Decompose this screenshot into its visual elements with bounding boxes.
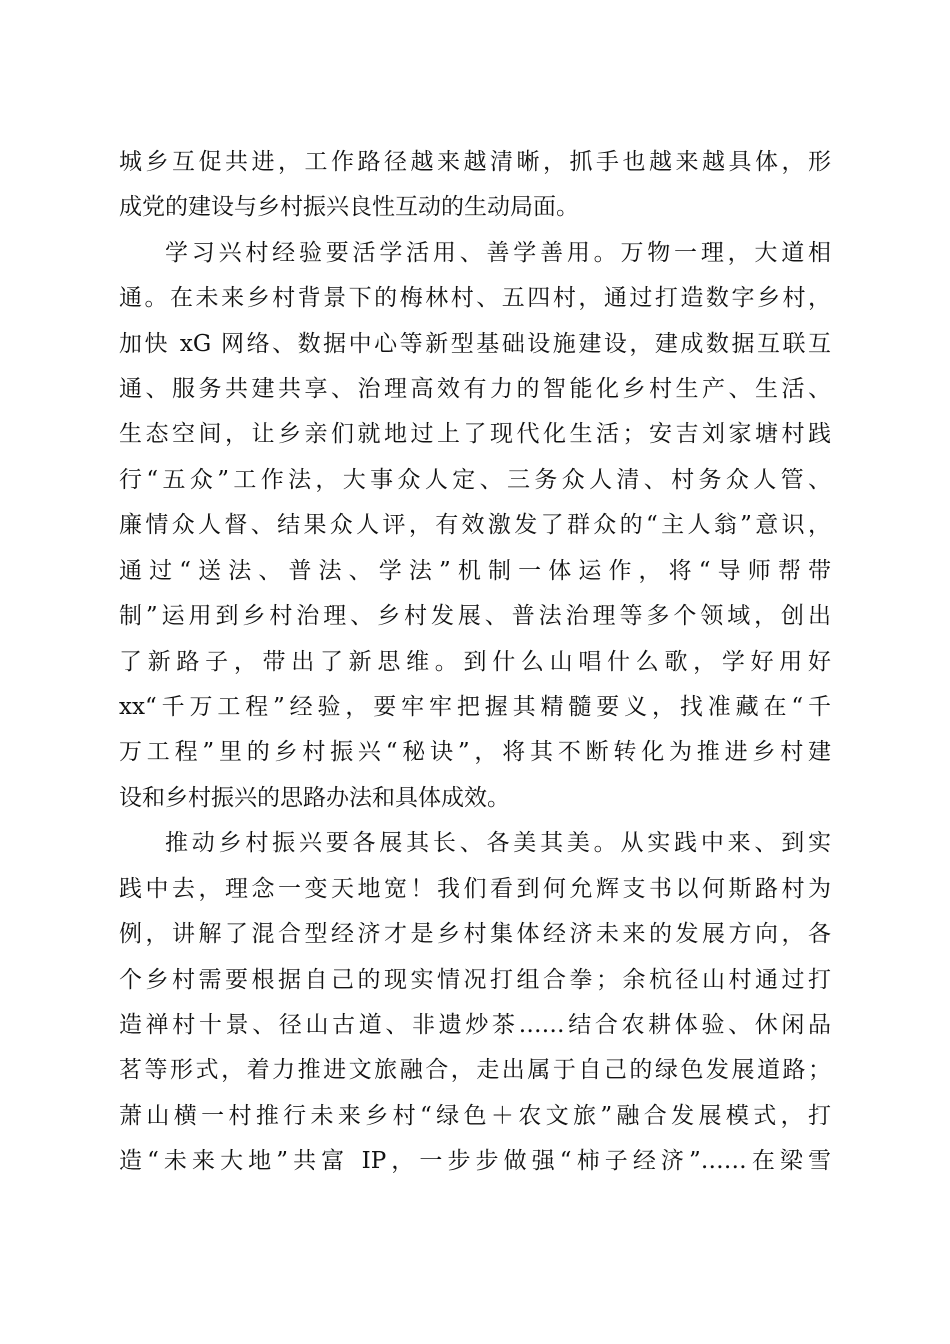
text-line-13: xx“千万工程”经验，要牢牢把握其精髓要义，找准藏在“千 bbox=[119, 694, 831, 720]
text-line-21: 茗等形式，着力推进文旅融合，走出属于自己的绿色发展道路； bbox=[119, 1057, 831, 1083]
text-line-11: 制”运用到乡村治理、乡村发展、普法治理等多个领域，创出 bbox=[119, 603, 831, 629]
text-line-14: 万工程”里的乡村振兴“秘诀”，将其不断转化为推进乡村建 bbox=[119, 739, 831, 765]
text-line-17: 践中去，理念一变天地宽！我们看到何允辉支书以何斯路村为 bbox=[119, 876, 831, 902]
text-line-2: 成党的建设与乡村振兴良性互动的生动局面。 bbox=[119, 194, 579, 220]
text-line-19: 个乡村需要根据自己的现实情况打组合拳；余杭径山村通过打 bbox=[119, 967, 831, 993]
text-line-10: 通过“送法、普法、学法”机制一体运作，将“导师帮带 bbox=[119, 558, 831, 584]
text-line-12: 了新路子，带出了新思维。到什么山唱什么歌，学好用好 bbox=[119, 649, 831, 675]
text-line-8: 行“五众”工作法，大事众人定、三务众人清、村务众人管、 bbox=[119, 467, 831, 493]
text-line-18: 例，讲解了混合型经济才是乡村集体经济未来的发展方向，各 bbox=[119, 921, 831, 947]
text-line-15: 设和乡村振兴的思路办法和具体成效。 bbox=[119, 785, 510, 811]
text-line-4: 通。在未来乡村背景下的梅林村、五四村，通过打造数字乡村， bbox=[119, 285, 831, 311]
text-line-1: 城乡互促共进，工作路径越来越清晰，抓手也越来越具体，形 bbox=[119, 149, 831, 175]
text-line-5: 加快 xG 网络、数据中心等新型基础设施建设，建成数据互联互 bbox=[119, 331, 831, 357]
text-line-7: 生态空间，让乡亲们就地过上了现代化生活；安吉刘家塘村践 bbox=[119, 421, 831, 447]
text-line-6: 通、服务共建共享、治理高效有力的智能化乡村生产、生活、 bbox=[119, 376, 831, 402]
text-line-9: 廉情众人督、结果众人评，有效激发了群众的“主人翁”意识， bbox=[119, 512, 831, 538]
paragraph-2-first-line: 学习兴村经验要活学活用、善学善用。万物一理，大道相 bbox=[165, 240, 831, 266]
text-line-22: 萧山横一村推行未来乡村“绿色＋农文旅”融合发展模式，打 bbox=[119, 1103, 831, 1129]
text-line-23: 造“未来大地”共富 IP，一步步做强“柿子经济”……在梁雪 bbox=[119, 1148, 831, 1174]
paragraph-3-first-line: 推动乡村振兴要各展其长、各美其美。从实践中来、到实 bbox=[165, 830, 831, 856]
text-line-20: 造禅村十景、径山古道、非遗炒茶……结合农耕体验、休闲品 bbox=[119, 1012, 831, 1038]
